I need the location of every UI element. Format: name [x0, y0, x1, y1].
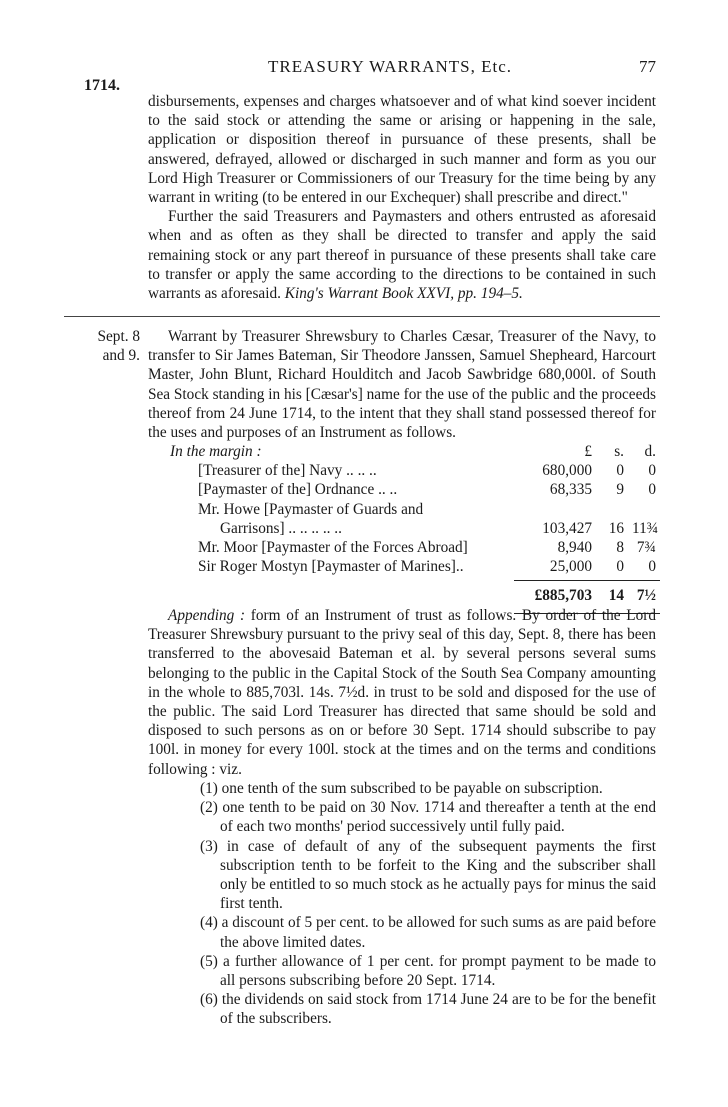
row-shillings: 0: [616, 462, 624, 480]
list-item: (5) a further allowance of 1 per cent. for prompt payment to be made to all persons subscribing before 20 Sept. 1714.: [200, 952, 656, 990]
table-row-continuation: [170, 519, 660, 538]
table-header-row: [170, 442, 660, 461]
row-shillings: 9: [616, 481, 624, 499]
row-shillings: 16: [608, 519, 624, 537]
row-pounds: 8,940: [557, 538, 592, 556]
table-row: [170, 557, 660, 576]
intro-paragraph-2-text: Further the said Treasurers and Paymasters and others entrusted as aforesaid when and as often as they shall be directed to transfer and apply the said remaining stock or any part thereof in pursuance of these presents shall take care to transfer or apply the same according to the directions to be contained in such warrants as aforesaid.: [148, 208, 656, 303]
section-divider: [64, 316, 660, 317]
table-row: [170, 461, 660, 480]
row-pounds: 68,335: [549, 481, 592, 499]
table-row: [170, 500, 660, 519]
total-rule-top: [514, 580, 660, 581]
row-label: Mr. Howe [Paymaster of Guards and: [198, 500, 424, 518]
intro-paragraph-1: disbursements, expenses and charges whatsoever and of what kind soever incident to the said stock or attending the same or arising or happening in the sale, application or disposition thereof in pursuance of these presents, shall be answered, defrayed, allowed or discharged in such manner and form as you our Lord High Treasurer or Commissioners of our Treasury for the time being by any warrant in writing (to be entered in our Exchequer) shall prescribe and direct.": [148, 93, 656, 207]
margin-year: 1714.: [84, 77, 120, 94]
table-heading: In the margin :: [170, 443, 262, 460]
row-label: Mr. Moor [Paymaster of the Forces Abroad]: [198, 538, 468, 556]
row-label: [Treasurer of the] Navy .. .. ..: [198, 462, 377, 480]
list-item: (1) one tenth of the sum subscribed to be payable on subscription.: [200, 780, 603, 797]
total-pence: 7½: [636, 587, 656, 605]
row-label: [Paymaster of the] Ordnance .. ..: [198, 481, 398, 499]
total-pounds: £885,703: [534, 587, 592, 605]
entry-paragraph: Warrant by Treasurer Shrewsbury to Charles Cæsar, Treasurer of the Navy, to transfer to Sir James Bateman, Sir Theodore Janssen, Samuel Shepheard, Harcourt Master, John Blunt, Richard Houlditch and Jacob Sawbridge 680,000l. of South Sea Stock standing in his [Cæsar's] name for the use of the public and the proceeds thereof from 24 June 1714, to the intent that they shall stand possessed thereof for the uses and purposes of an Instrument as follows.: [148, 328, 656, 442]
intro-text: [148, 92, 656, 303]
appending-paragraph: [148, 606, 656, 779]
col-header-shillings: s.: [614, 443, 624, 460]
col-header-pence: d.: [644, 443, 656, 460]
total-row: [170, 586, 660, 605]
table-row: [170, 538, 660, 557]
intro-paragraph-2: [148, 207, 656, 303]
entry-text: [148, 327, 656, 442]
entry-margin-date: Sept. 8 and 9.: [97, 328, 140, 365]
row-pence: 0: [648, 481, 656, 499]
row-pence: 7¾: [636, 538, 656, 556]
appending-label: Appending :: [168, 607, 246, 624]
row-label-continued: Garrisons] .. .. .. .. ..: [220, 519, 342, 537]
table-row: [170, 480, 660, 499]
appending-text: [148, 606, 656, 779]
list-item: (2) one tenth to be paid on 30 Nov. 1714 and thereafter a tenth at the end of each two months' period successively until fully paid.: [200, 799, 656, 836]
row-shillings: 0: [616, 558, 624, 576]
row-pence: 0: [648, 462, 656, 480]
row-label: Sir Roger Mostyn [Paymaster of Marines]..: [198, 558, 464, 576]
list-item: (3) in case of default of any of the subsequent payments the first subscription tenth to be forfeit to the King and the subscriber shall only be entitled to so much stock as he actually pays for minus the said first tenth.: [200, 837, 656, 913]
col-header-pounds: £: [584, 443, 592, 460]
row-pence: 11¾: [632, 519, 659, 537]
row-pounds: 25,000: [549, 558, 592, 576]
row-pence: 0: [648, 558, 656, 576]
row-shillings: 8: [616, 538, 624, 556]
intro-citation: King's Warrant Book XXVI, pp. 194–5.: [284, 285, 523, 303]
row-pounds: 680,000: [542, 462, 592, 480]
list-item: (6) the dividends on said stock from 1714 June 24 are to be for the benefit of the subscribers.: [200, 991, 656, 1028]
list-item: (4) a discount of 5 per cent. to be allowed for such sums as are paid before the above limited dates.: [200, 914, 656, 951]
row-pounds: 103,427: [542, 519, 592, 537]
total-shillings: 14: [608, 587, 624, 605]
appending-body: form of an Instrument of trust as follows. By order of the Lord Treasurer Shrewsbury pursuant to the privy seal of this day, Sept. 8, there has been transferred to the abovesaid Bateman et al. by several persons several sums belonging to the public in the Capital Stock of the South Sea Company amounting in the whole to 885,703l. 14s. 7½d. in trust to be sold and disposed for the use of the public. The said Lord Treasurer has directed that same should be sold and disposed to such persons as on or before 30 Sept. 1714 should subscribe to pay 100l. in money for every 100l. stock at the times and on the terms and conditions following : viz.: [148, 607, 657, 778]
conditions-list: [200, 779, 656, 1029]
page-number: 77: [639, 57, 656, 76]
margin-accounts-table: [170, 442, 660, 606]
running-head-title: TREASURY WARRANTS, Etc.: [267, 57, 513, 76]
